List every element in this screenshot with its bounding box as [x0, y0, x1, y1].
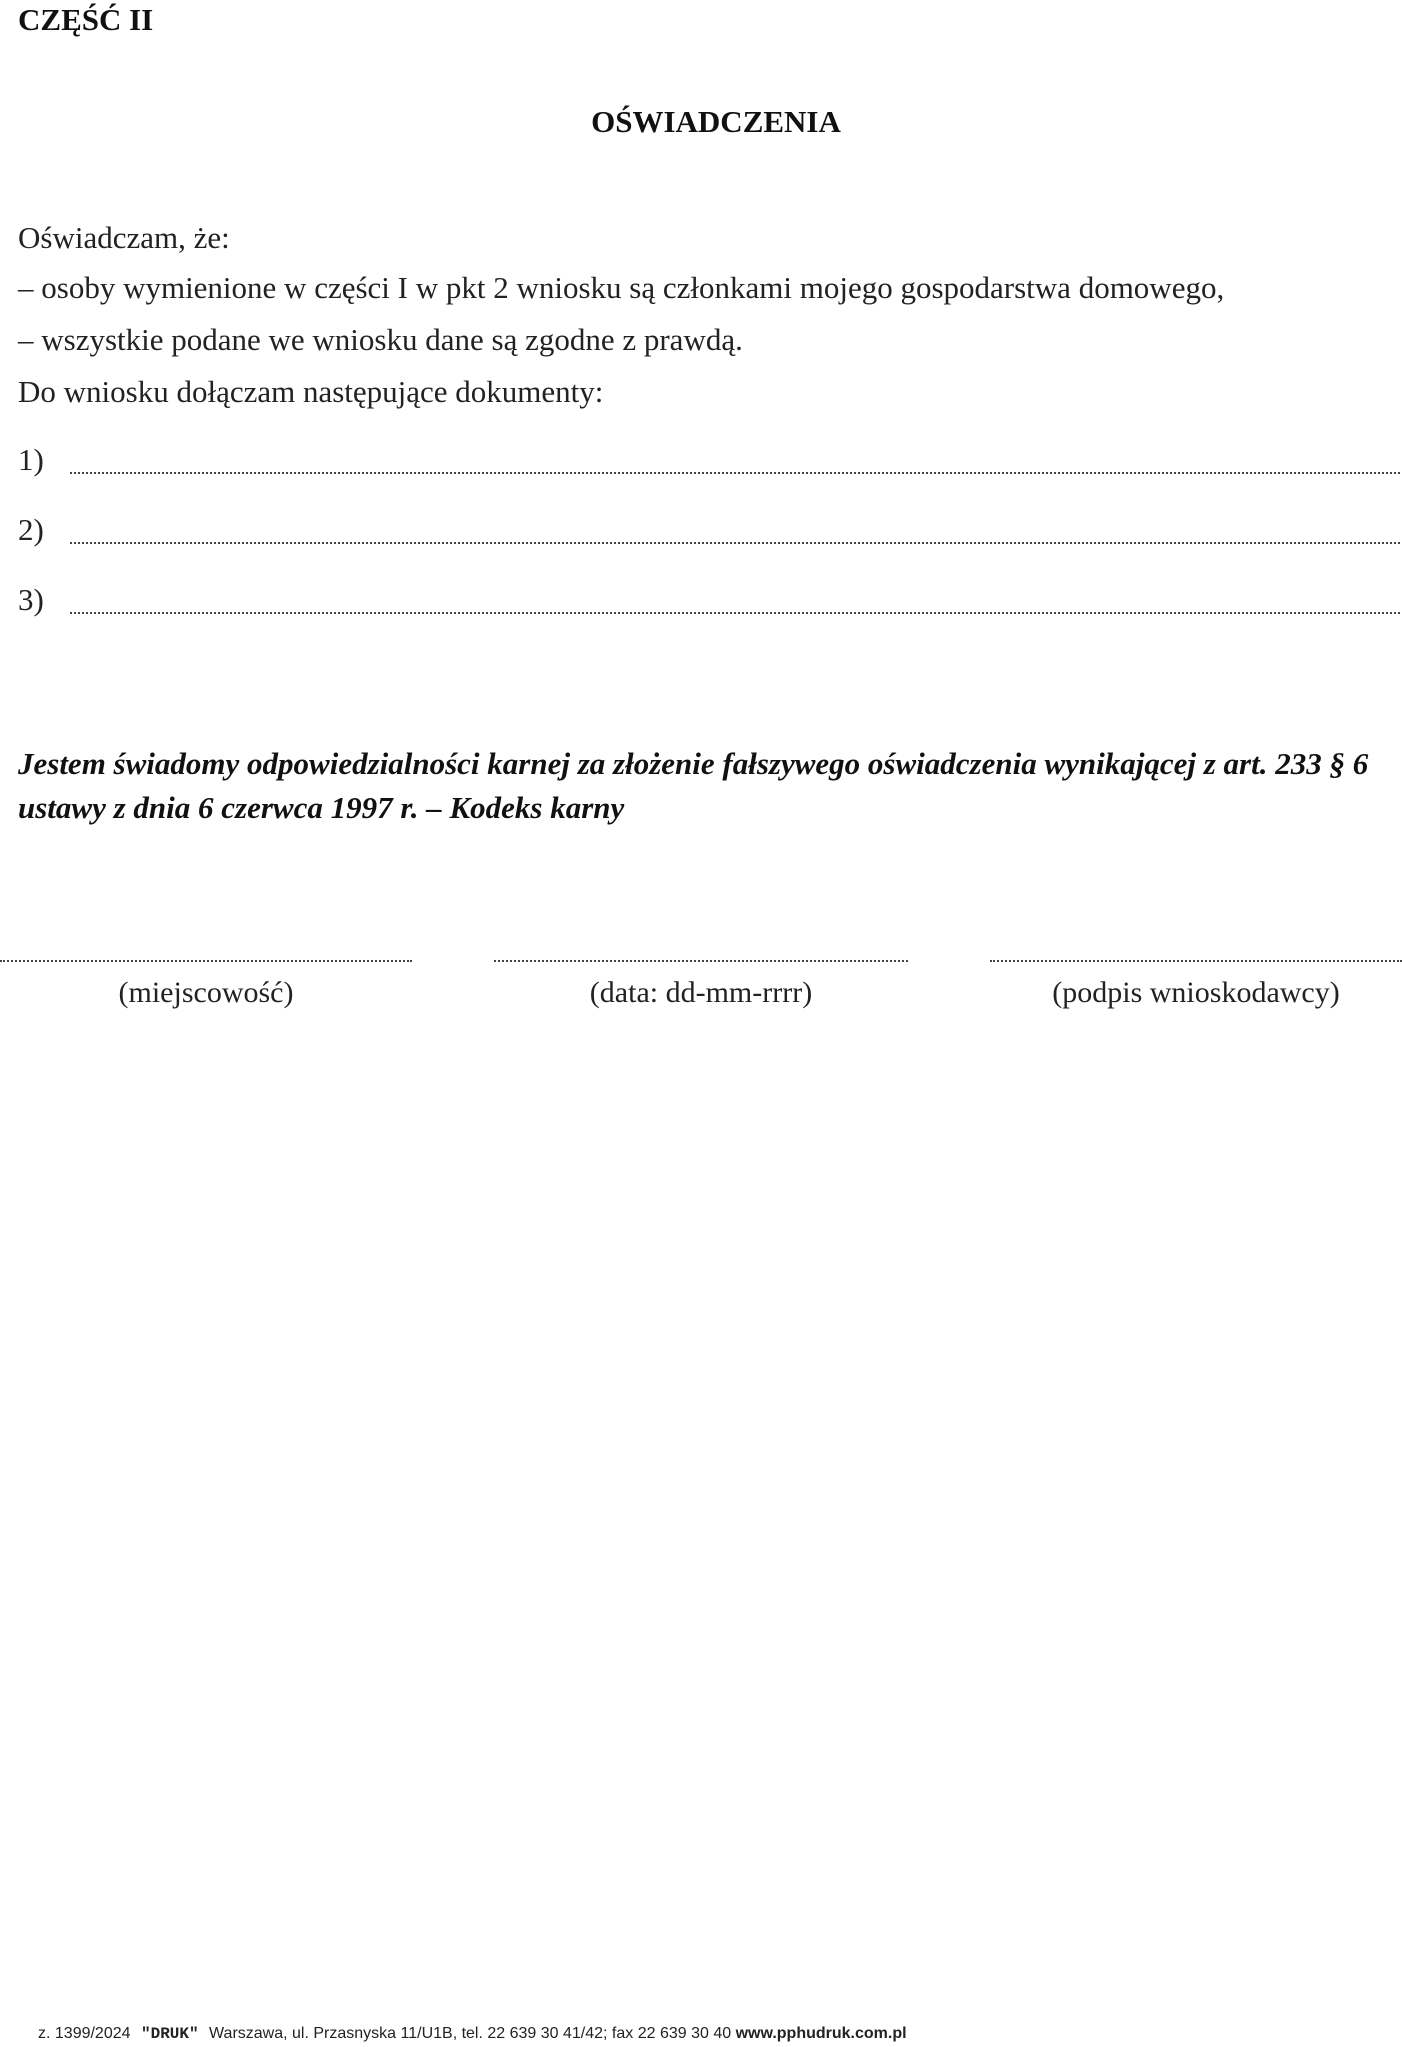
declaration-intro: Oświadczam, że:: [18, 220, 230, 255]
attachment-number: 2): [18, 512, 44, 547]
attachment-line-1[interactable]: [18, 440, 1400, 480]
criminal-liability-warning: Jestem świadomy odpowiedzialności karnej za złożenie fałszywego oświadczenia wynikającej z art. 233 § 6 ustawy z dnia 6 czerwca 1997 r. – Kodeks karny: [18, 746, 1369, 825]
part-heading: CZĘŚĆ II: [18, 2, 154, 37]
attachment-field[interactable]: [70, 542, 1400, 544]
applicant-signature-line[interactable]: [990, 960, 1402, 964]
signature-label: (podpis wnioskodawcy): [1052, 976, 1340, 1009]
place-signature-line[interactable]: [0, 960, 412, 964]
printer-brand: "DRUK": [140, 2025, 199, 2043]
attachment-field[interactable]: [70, 612, 1400, 614]
attachment-number: 1): [18, 442, 44, 477]
declaration-item-household: – osoby wymienione w części I w pkt 2 wniosku są członkami mojego gospodarstwa domowego,: [18, 270, 1225, 305]
date-signature-line[interactable]: [494, 960, 908, 964]
declaration-item-truth: – wszystkie podane we wniosku dane są zgodne z prawdą.: [18, 322, 743, 357]
section-title: OŚWIADCZENIA: [591, 104, 841, 139]
form-code: z. 1399/2024: [38, 2025, 131, 2042]
printer-website: www.pphudruk.com.pl: [735, 2025, 907, 2042]
date-label: (data: dd-mm-rrrr): [589, 976, 813, 1009]
printer-address: Warszawa, ul. Przasnyska 11/U1B, tel. 22 639 30 41/42; fax 22 639 30 40: [209, 2025, 732, 2042]
attachment-line-2[interactable]: [18, 510, 1400, 550]
attachment-number: 3): [18, 582, 44, 617]
printer-footer: [38, 2025, 907, 2043]
place-label: (miejscowość): [118, 976, 294, 1009]
attachment-field[interactable]: [70, 472, 1400, 474]
attachment-line-3[interactable]: [18, 580, 1400, 620]
attachments-intro: Do wniosku dołączam następujące dokumenty:: [18, 374, 604, 409]
